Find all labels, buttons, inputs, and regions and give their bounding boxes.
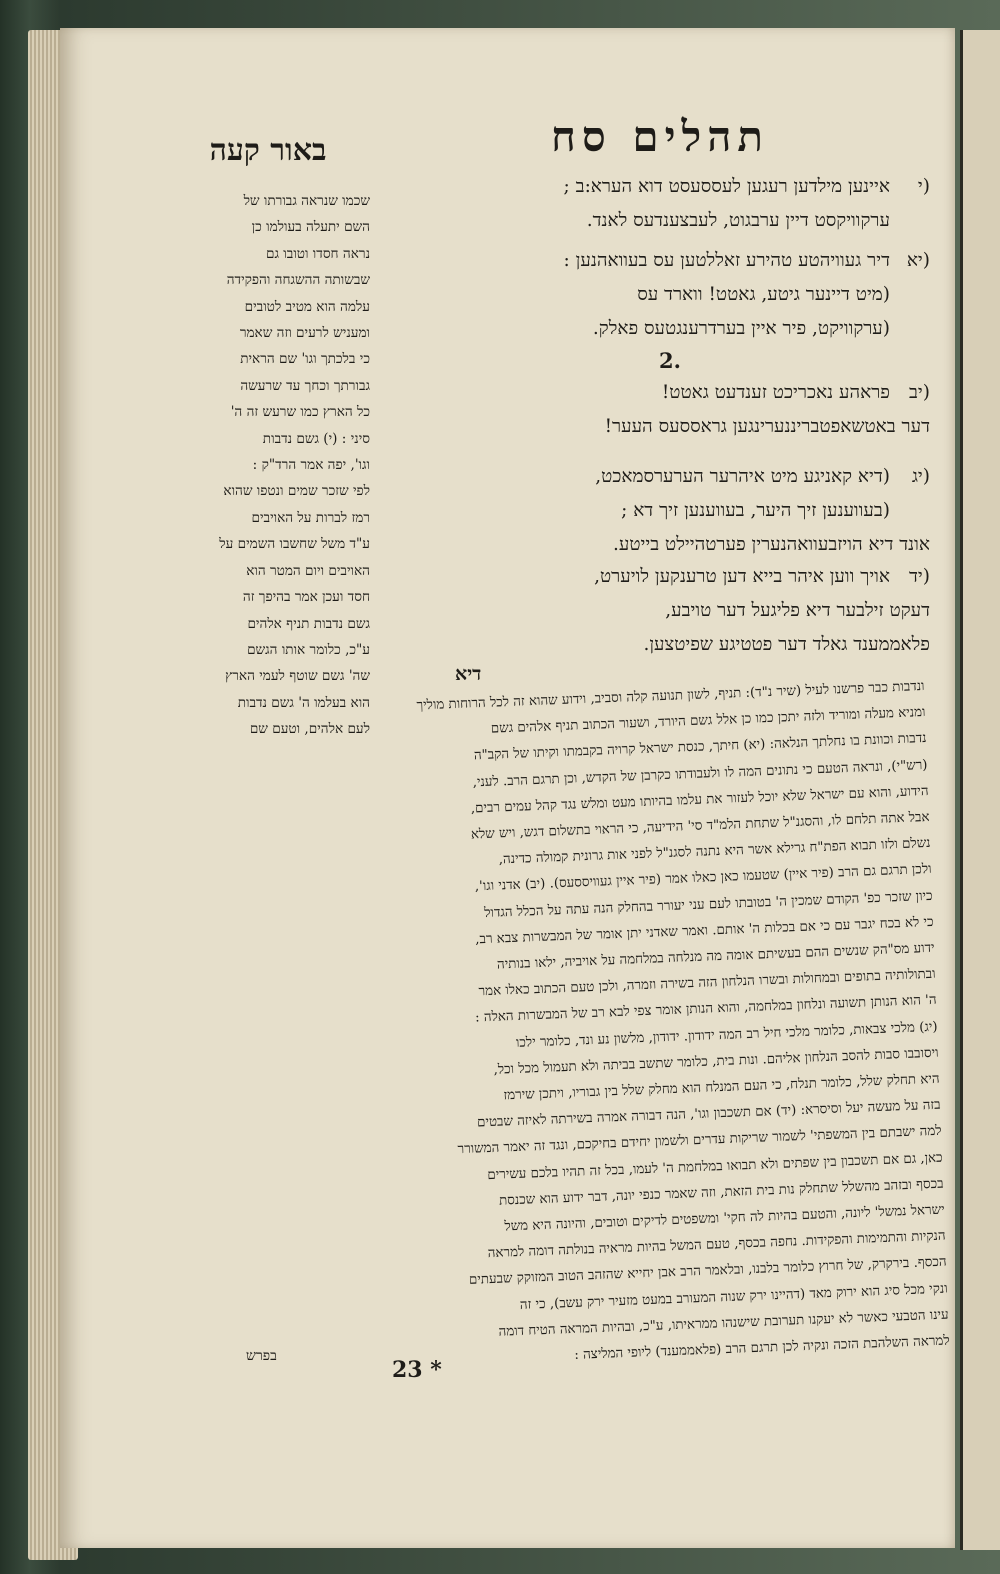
commentary-line: הידוע, והוא עם ישראל שלא יוכל לעזור את עלמו בהיותו מעט ומלש נגד קהל עמים רבים,	[470, 783, 929, 817]
commentary-line: הוא בעלמו ה' גשם נדבות	[237, 694, 370, 711]
commentary-line: (יג) מלכי צבאות, כלומר מלכי חיל רב המה ידודון. ידודון, מלשון נע ונד, כלומר ילכו	[515, 1019, 938, 1051]
commentary-line: הנקיות והתמימות והפקידות. נחפה בכסף, טעם המשל בהיות מראיה בנולתה דומה למראה	[487, 1228, 946, 1262]
commentary-line: ע"כ, כלומר אותו הגשם	[247, 641, 370, 658]
commentary-line: וגו', יפה אמר הרד"ק :	[252, 457, 370, 474]
commentary-line: כי לא בכח יגבר עם כי אם בכלות ה' אותם. ואמר שאדני יתן אומר של המבשרות צבא רב,	[474, 914, 934, 948]
commentary-line: שה' גשם שוטף לעמי הארץ	[225, 668, 370, 685]
commentary-line: שכמו שנראה גבורתו של	[243, 193, 370, 209]
commentary-line: ע"ד משל שחשבו השמים על	[219, 536, 370, 553]
commentary-line: רמז לברות על האויבים	[251, 509, 370, 526]
commentary-line: כיון שזכר כפ' הקודם שמכין ה' בטובתו לעם עני יעורר בהחלק הנה עתה על הכלל הגדול	[483, 888, 933, 921]
commentary-line: גשם נדבות תניף אלהים	[247, 615, 370, 632]
commentary-line: ומניא מעלה ומוריד ולזה יתכן כמו כן אלל גשם היורד, ושעור הכתוב תניף אלהים גשם	[490, 705, 926, 737]
commentary-line: כאן, גם אם תשכבון בין שפתים ולא תבואו במלחמת ה' לעמו, בכל זה תהיו בלכם עשירים	[487, 1150, 943, 1183]
commentary-line: ה' הוא הנותן תשועה ונלחון במלחמה, והוא הנותן אומר צפי לבא רב של המבשרות האלה :	[474, 993, 937, 1026]
page-number: 23 *	[392, 1357, 442, 1383]
commentary-line: ונקי מכל סיג הוא ירוק מאד (דהיינו ירק שנוה המעורב במעט מזעיר ירק עשב), כי זה	[519, 1281, 948, 1313]
verse-line: ערקוויקסט דיין ערבגוט, לעבצענדעס לאנד.	[586, 210, 890, 231]
bottom-commentary	[183, 674, 951, 1383]
commentary-line: סיני : (י) גשם נדבות	[262, 430, 370, 447]
commentary-line: נדבות וכוונת בו נחלתך הנלאה: (יא) חיתך, כנסת ישראל קרויה בקבמתו וקיתו של הקב"ה	[473, 731, 927, 764]
commentary-line: היא תחלק שלל, כלומר תנלח, כי העם המנלח הוא מחלק שלל בין גבוריו, ויתכן שירמז	[503, 1071, 940, 1104]
verse-10	[470, 170, 930, 238]
commentary-line: לעם אלהים, וטעם שם	[249, 721, 370, 738]
verse-line: אונד דיא הויזבעוואהנערין פערטהיילט בייטע.	[613, 534, 930, 555]
side-commentary	[170, 188, 370, 743]
commentary-line: בכסף ובזהב מהשלל שתחלק נות בית הזאת, וזה שאמר כנפי יונה, דבר ידוע הוא שכנסת	[498, 1176, 944, 1209]
verse-number: (י	[917, 176, 930, 197]
verse-line: דעקט זילבער דיא פליגעל דער טויבע,	[665, 600, 930, 621]
verse-line: דיר געוויהטע טהירע זאללטען עס בעוואהנען :	[563, 250, 890, 271]
verse-line: פלאממענד גאלד דער פטטיגע שפיטצען.	[643, 634, 930, 655]
commentary-line: למראה השלהבת הזכה ונקיה לכן תרגם הרב (פלאממענד) ליופי המליצה :	[574, 1333, 950, 1363]
commentary-line: ובתולותיה בתופים ובמחולות ובשרו הנלחון הזה בשירה וזמרה, ולכן טעם הכתוב כאלו אמר	[478, 967, 936, 1000]
catchword-side: בפרש	[246, 1348, 277, 1364]
commentary-line: ידוע מס"הק שנשים ההם בעשיתם אומה מה מנלחה במלחמה על אויביה, ילאו בנותיה	[496, 940, 935, 973]
verse-13	[470, 460, 930, 562]
commentary-line: ומעניש לרעים וזה שאמר	[239, 325, 370, 342]
commentary-line: (רש"י), ונראה הטעם כי נתונים המה לו ולעבודתו כקרבן של הקדש, וכן תרגם הרב. לעני,	[472, 757, 928, 791]
commentary-line: האויבים ויום המטר הוא	[246, 562, 370, 579]
commentary-line: לפי שזכר שמים ונטפו שהוא	[223, 483, 370, 500]
commentary-line: ונדבות כבר פרשנו לעיל (שיר נ"ד): תניף, לשון תנועה קלה וסביב, וידוע שהוא זה לכל הרוחות מוליך	[416, 678, 925, 714]
commentary-line: בזה על מעשה יעל וסיסרא: (יד) אם תשכבון וגו', הנה דבורה אמרה בשירתה לאיזה שבטים	[476, 1097, 941, 1131]
commentary-line: ויסובבו סבות להסב הנלחון אליהם. ונות בית, כלומר שתשב בביתה ולא תעמול מכל וכל,	[493, 1045, 939, 1078]
commentary-title: באור קעה	[209, 133, 327, 168]
verse-line: (מיט דיינער גיטע, גאטט! ווארד עס	[637, 284, 890, 305]
commentary-line: חסד ועכן אמר בהיפך זה	[242, 589, 370, 606]
commentary-line: כל הארץ כמו שרעש זה ה'	[230, 404, 370, 421]
verse-11	[470, 244, 930, 346]
verse-12	[470, 376, 930, 444]
commentary-line: עינו הטבעי כאשר לא יעקנו תערובת שישנהו ממראיתו, ע"כ, ובהיות המראה הטיח דומה	[498, 1307, 949, 1340]
commentary-line: הכסף. בירקרק, של חרוץ כלומר בלבנו, ובלאמר הרב אבן יחייא שהזהב הטוב המזוקק שבעתים	[468, 1255, 947, 1289]
commentary-line: שבשותה ההשגחה והפקידה	[226, 272, 370, 289]
verse-number: (יא	[906, 250, 930, 271]
verse-line: אויך ווען איהר בייא דען טרענקען לויערט,	[594, 566, 890, 587]
catchword-main: דיא	[455, 663, 482, 685]
commentary-line: השם יתעלה בעולמו כן	[251, 219, 370, 236]
section-number: 2.	[659, 348, 681, 373]
verse-number: (יד	[909, 566, 930, 587]
verse-line: (ערקוויקט, פיר איין בערדרענגטעס פאלק.	[592, 318, 890, 339]
verse-14	[470, 560, 930, 662]
commentary-line: עלמה הוא מטיב לטובים	[244, 298, 370, 315]
commentary-line: גבורתך וכחך עד שרעשה	[240, 377, 370, 394]
verse-number: (יב	[909, 382, 930, 403]
verse-line: פראהע נאכריכט זענדעט גאטט!	[661, 382, 890, 403]
commentary-line: כי בלכתך וגו' שם הראית	[240, 351, 370, 368]
commentary-line: ולכן תרגם גם הרב (פיר איין) שטעמו כאן כאלו אמר (פיר איין געוויססעס). (יב) אדני וגו',	[474, 862, 932, 895]
commentary-line: נשלם ולזו תבוא הפת"ח גרילא אשר היא נתנה לסגנ"ל לפני אות גרונית קמולה כדינה,	[498, 836, 931, 868]
main-title: תהלים סח	[550, 112, 769, 161]
verse-line: (דיא קאניגע מיט איהרער הערערסמאכט,	[595, 466, 890, 487]
commentary-line: ישראל נמשל' ליונה, והטעם בהיות לה חקי' ומשפטים לדיקים וטובים, והיונה היא משל	[504, 1202, 945, 1235]
verse-line: איינען מילדען רעגען לעססעסט דוא הערא:ב ;	[563, 176, 890, 197]
verse-line: דער באטשאפטבריננערינגען גראססעס העער!	[604, 416, 930, 437]
commentary-line: נראה חסדו וטובו גם	[266, 245, 370, 262]
verse-line: (בעווענען זיך היער, בעווענען זיך דא ;	[621, 500, 890, 521]
facing-page-edge	[960, 30, 1000, 1550]
commentary-line: למה ישבתם בין המשפתי' לשמור שריקות עדרים ולשמון יחידם בחיקכם, ונגד זה יאמר המשורר	[457, 1124, 942, 1158]
commentary-line: אבל אתה תלחם לו, והסגנ"ל שתחת הלמ"ד סי' הידיעה, כי הראוי בתשלום דגש, ויש שלא	[470, 809, 930, 843]
verse-number: (יג	[911, 466, 930, 487]
